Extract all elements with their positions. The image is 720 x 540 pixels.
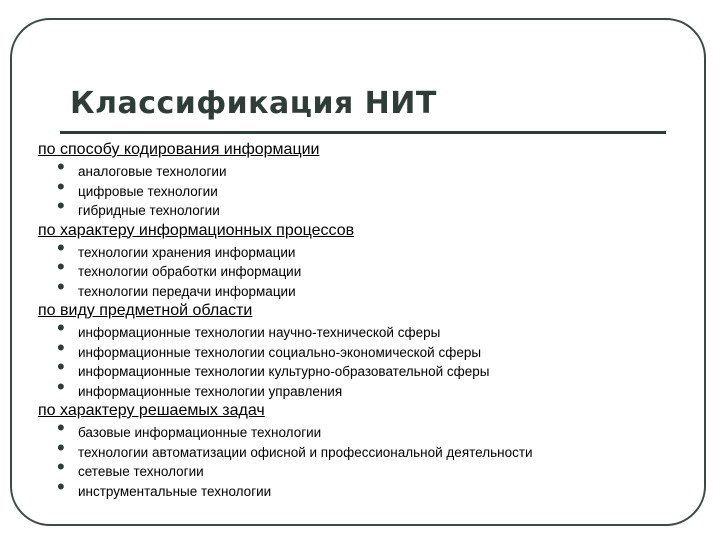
classification-group [38,140,698,221]
group-heading: по виду предметной области [38,302,253,319]
list-item-text: инструментальные технологии [78,483,272,499]
list-item-text: аналоговые технологии [78,164,227,179]
bullet-icon: • [57,173,65,199]
bullet-icon: • [57,315,65,340]
list-item [57,154,698,182]
list-item-text: технологии передачи информации [78,283,296,299]
list-item [57,273,698,302]
title-underline [60,131,666,134]
list-item-text: сетевые технологии [78,464,204,479]
bullet-list [38,154,698,221]
bullet-icon: • [57,473,65,499]
bullet-icon: • [57,454,65,479]
bullet-icon: • [57,154,65,179]
bullet-icon: • [57,234,65,260]
group-heading: по способу кодирования информации [38,141,320,158]
bullet-list [38,415,698,501]
list-item [57,454,698,482]
list-item-text: технологии хранения информации [78,244,296,260]
list-item [57,354,698,382]
bullet-icon: • [57,434,65,460]
list-item [57,473,698,502]
list-item [57,315,698,343]
classification-group [38,301,698,401]
bullet-icon: • [57,373,65,399]
list-item-text: технологии автоматизации офисной и профессиональной деятельности [78,444,533,460]
list-item [57,193,698,221]
list-item [57,373,698,402]
group-heading: по характеру решаемых задач [38,402,265,419]
slide-title: Классификация НИТ [70,86,437,121]
list-item-text: технологии обработки информации [78,264,302,279]
classification-group [38,401,698,501]
list-item [57,334,698,363]
bullet-icon: • [57,193,65,218]
list-item-text: информационные технологии управления [78,383,343,399]
list-item-text: информационные технологии социально-экономической сферы [78,344,482,360]
list-item-text: цифровые технологии [78,183,218,199]
bullet-icon: • [57,273,65,299]
bullet-list [38,234,698,302]
list-item [57,415,698,443]
list-item-text: информационные технологии культурно-образовательной сферы [78,364,490,379]
list-item [57,234,698,263]
list-item [57,254,698,282]
bullet-icon: • [57,354,65,379]
bullet-icon: • [57,254,65,279]
bullet-list [38,315,698,401]
group-heading: по характеру информационных процессов [38,221,355,239]
bullet-icon: • [57,334,65,360]
list-item-text: гибридные технологии [78,203,220,218]
bullet-icon: • [57,415,65,440]
list-item [57,434,698,463]
list-item-text: базовые информационные технологии [78,425,322,440]
classification-group [38,221,698,302]
classification-list [38,140,698,501]
list-item [57,173,698,202]
list-item-text: информационные технологии научно-технической сферы [78,325,441,340]
